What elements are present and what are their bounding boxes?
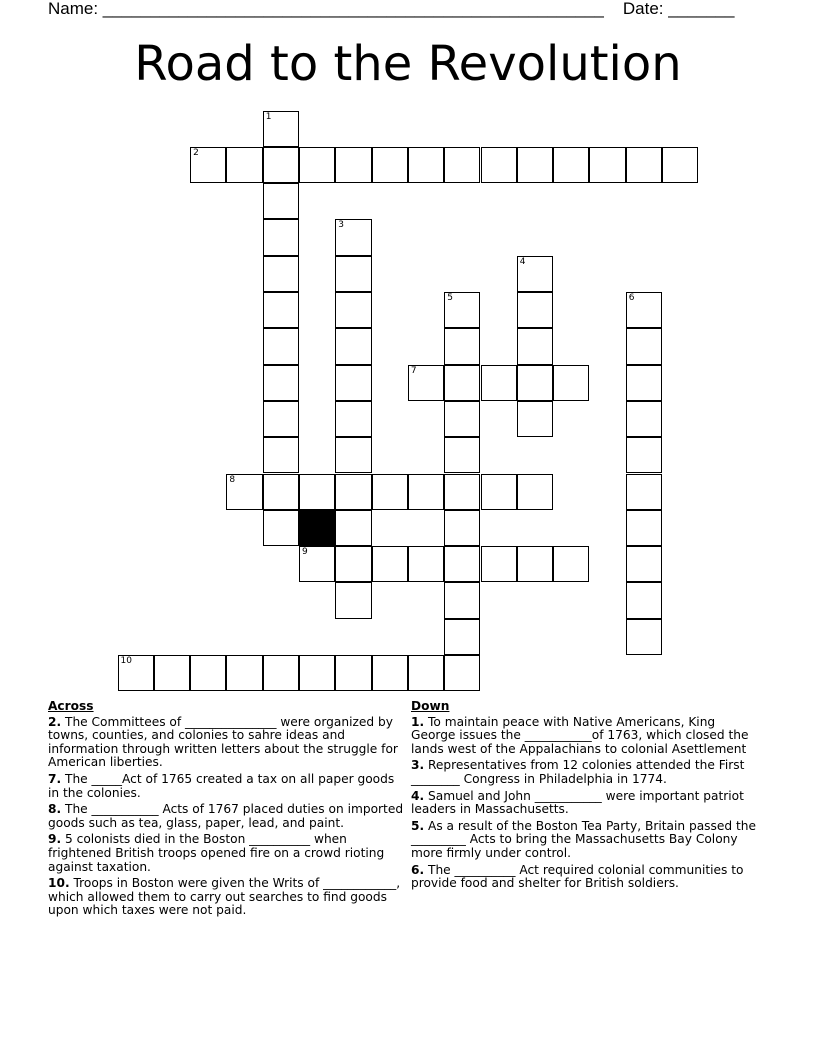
clue-text: The _____Act of 1765 created a tax on all paper goods in the colonies. <box>48 771 395 800</box>
clue-number: 1. <box>411 714 425 729</box>
black-square <box>299 510 335 546</box>
cell-number: 10 <box>120 656 132 666</box>
grid-cell[interactable] <box>553 365 589 401</box>
clue-number: 5. <box>411 818 425 833</box>
clue-text: Troops in Boston were given the Writs of ____________, which allowed them to carry out searches to find goods upon which taxes were not paid. <box>48 876 401 918</box>
grid-cell[interactable] <box>444 546 480 582</box>
date-field[interactable]: _______ <box>668 0 735 18</box>
grid-cell[interactable] <box>626 147 662 183</box>
grid-cell[interactable] <box>372 474 408 510</box>
grid-cell[interactable] <box>481 474 517 510</box>
grid-cell[interactable] <box>335 510 371 546</box>
grid-cell[interactable] <box>481 365 517 401</box>
grid-cell[interactable] <box>335 655 371 691</box>
clue-text: 5 colonists died in the Boston __________ when frightened British troops opened fire on a crowd rioting against taxation. <box>48 832 385 874</box>
grid-cell[interactable] <box>263 365 299 401</box>
clue-number: 2. <box>48 714 62 729</box>
grid-cell[interactable] <box>263 510 299 546</box>
grid-cell[interactable] <box>517 474 553 510</box>
clue-number: 4. <box>411 788 425 803</box>
grid-cell[interactable] <box>626 401 662 437</box>
cell-number: 7 <box>410 365 417 376</box>
grid-cell[interactable] <box>299 474 335 510</box>
grid-cell[interactable] <box>372 655 408 691</box>
clue-number: 9. <box>48 832 62 847</box>
name-label: Name: <box>48 0 103 18</box>
grid-cell[interactable] <box>626 328 662 364</box>
across-clues <box>48 700 408 921</box>
grid-cell[interactable] <box>517 292 553 328</box>
grid-cell[interactable] <box>335 365 371 401</box>
grid-cell[interactable] <box>626 474 662 510</box>
across-clue-9 <box>48 833 408 874</box>
grid-cell[interactable] <box>444 437 480 473</box>
grid-cell[interactable] <box>626 292 662 328</box>
grid-cell[interactable] <box>263 147 299 183</box>
clue-text: As a result of the Boston Tea Party, Britain passed the _________ Acts to bring the Massachusetts Bay Colony more firmly under control. <box>411 818 756 860</box>
clue-number: 3. <box>411 758 425 773</box>
cell-number: 1 <box>265 111 272 122</box>
grid-cell[interactable] <box>408 474 444 510</box>
grid-cell[interactable] <box>444 292 480 328</box>
grid-cell[interactable] <box>626 365 662 401</box>
grid-cell[interactable] <box>335 437 371 473</box>
grid-cell[interactable] <box>517 401 553 437</box>
grid-cell[interactable] <box>444 582 480 618</box>
grid-cell[interactable] <box>335 292 371 328</box>
grid-cell[interactable] <box>444 474 480 510</box>
clue-text: Samuel and John ___________ were important patriot leaders in Massachusetts. <box>411 788 744 817</box>
across-clue-7 <box>48 773 408 800</box>
grid-cell[interactable] <box>517 546 553 582</box>
grid-cell[interactable] <box>444 510 480 546</box>
cell-number: 5 <box>447 293 453 303</box>
grid-cell[interactable] <box>263 183 299 219</box>
cell-number: 3 <box>338 220 345 231</box>
clue-number: 8. <box>48 802 62 817</box>
grid-cell[interactable] <box>589 147 625 183</box>
grid-cell[interactable] <box>626 582 662 618</box>
down-clue-5 <box>411 820 756 861</box>
grid-cell[interactable] <box>226 655 262 691</box>
grid-cell[interactable] <box>626 619 662 655</box>
clue-text: Representatives from 12 colonies attended the First ________ Congress in Philadelphia in 1774. <box>411 758 745 786</box>
clue-text: The ___________ Acts of 1767 placed duties on imported goods such as tea, glass, paper, lead, and paint. <box>48 802 404 830</box>
grid-cell[interactable] <box>481 147 517 183</box>
grid-cell[interactable] <box>444 328 480 364</box>
grid-cell[interactable] <box>335 328 371 364</box>
grid-cell[interactable] <box>626 437 662 473</box>
grid-cell[interactable] <box>190 655 226 691</box>
grid-cell[interactable] <box>408 365 444 401</box>
grid-cell[interactable] <box>299 147 335 183</box>
clue-number: 6. <box>411 862 425 877</box>
grid-cell[interactable] <box>226 147 262 183</box>
grid-cell[interactable] <box>299 655 335 691</box>
grid-cell[interactable] <box>263 256 299 292</box>
grid-cell[interactable] <box>335 147 371 183</box>
grid-cell[interactable] <box>444 365 480 401</box>
clue-text: The Committees of _______________ were organized by towns, counties, and colonies to sahre ideas and information through written letters about the struggle for American liberties. <box>48 714 398 770</box>
grid-cell[interactable] <box>263 219 299 255</box>
grid-cell[interactable] <box>226 474 262 510</box>
grid-cell[interactable] <box>118 655 154 691</box>
grid-cell[interactable] <box>263 655 299 691</box>
cell-number: 6 <box>628 293 635 303</box>
grid-cell[interactable] <box>444 401 480 437</box>
grid-cell[interactable] <box>517 365 553 401</box>
grid-cell[interactable] <box>263 111 299 147</box>
down-clue-3 <box>411 759 756 786</box>
down-clue-1 <box>411 716 756 757</box>
clue-text: The __________ Act required colonial communities to provide food and shelter for British soldiers. <box>411 862 744 891</box>
grid-cell[interactable] <box>626 546 662 582</box>
down-clue-4 <box>411 790 756 817</box>
grid-cell[interactable] <box>626 510 662 546</box>
grid-cell[interactable] <box>263 401 299 437</box>
grid-cell[interactable] <box>481 546 517 582</box>
name-field[interactable]: _____________________________________________________ <box>102 0 604 18</box>
grid-cell[interactable] <box>517 147 553 183</box>
grid-cell[interactable] <box>335 546 371 582</box>
grid-cell[interactable] <box>263 292 299 328</box>
across-clue-8 <box>48 803 408 830</box>
grid-cell[interactable] <box>444 655 480 691</box>
across-clue-10 <box>48 877 408 918</box>
grid-cell[interactable] <box>444 147 480 183</box>
grid-cell[interactable] <box>154 655 190 691</box>
grid-cell[interactable] <box>263 437 299 473</box>
cell-number: 8 <box>229 474 236 485</box>
page-title: Road to the Revolution <box>134 36 682 92</box>
grid-cell[interactable] <box>662 147 698 183</box>
grid-cell[interactable] <box>408 147 444 183</box>
grid-cell[interactable] <box>299 546 335 582</box>
down-clues <box>411 700 756 894</box>
grid-cell[interactable] <box>335 256 371 292</box>
grid-cell[interactable] <box>372 147 408 183</box>
grid-cell[interactable] <box>263 328 299 364</box>
grid-cell[interactable] <box>444 619 480 655</box>
grid-cell[interactable] <box>553 546 589 582</box>
cell-number: 9 <box>302 547 308 558</box>
down-clue-6 <box>411 864 756 891</box>
grid-cell[interactable] <box>408 546 444 582</box>
grid-cell[interactable] <box>335 219 371 255</box>
across-heading: Across <box>48 699 94 713</box>
grid-cell[interactable] <box>190 147 226 183</box>
down-heading: Down <box>411 699 450 713</box>
grid-cell[interactable] <box>553 147 589 183</box>
grid-cell[interactable] <box>517 328 553 364</box>
cell-number: 4 <box>519 256 526 267</box>
clue-number: 7. <box>48 771 62 786</box>
clue-number: 10. <box>48 876 70 891</box>
clue-text: To maintain peace with Native Americans, King George issues the ___________of 1763, which closed the lands west of the Appalachians to colonial Asettlement <box>411 714 749 756</box>
across-clue-2 <box>48 716 408 770</box>
grid-cell[interactable] <box>408 655 444 691</box>
grid-cell[interactable] <box>335 582 371 618</box>
date-label: Date: <box>622 0 669 18</box>
cell-number: 2 <box>193 147 199 158</box>
grid-cell[interactable] <box>263 474 299 510</box>
grid-cell[interactable] <box>335 401 371 437</box>
grid-cell[interactable] <box>372 546 408 582</box>
grid-cell[interactable] <box>335 474 371 510</box>
grid-cell[interactable] <box>517 256 553 292</box>
